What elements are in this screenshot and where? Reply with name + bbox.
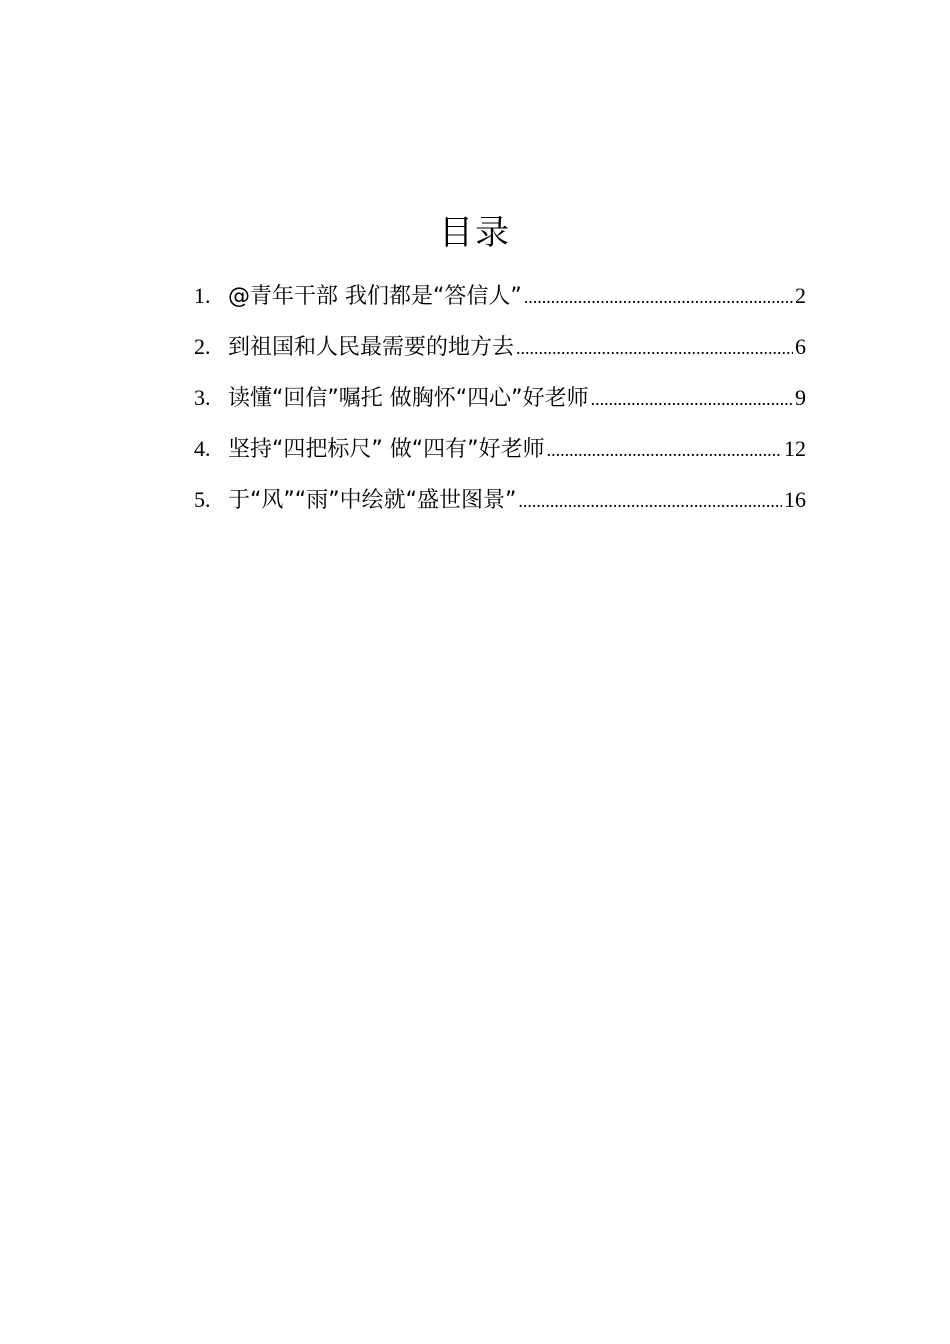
toc-entry-page: 16 [784, 487, 806, 512]
toc-dot-leader [516, 328, 793, 368]
toc-entry-title[interactable]: @青年干部 我们都是“答信人” [228, 284, 522, 309]
toc-entry[interactable] [194, 429, 806, 480]
toc-entry-title[interactable]: 坚持“四把标尺” 做“四有”好老师 [228, 437, 545, 462]
toc-entry-number: 4. [194, 436, 211, 461]
toc-entry[interactable] [194, 276, 806, 327]
toc-title: 目录 [439, 213, 511, 253]
toc-entry-page: 2 [795, 283, 806, 308]
toc-entry-page: 12 [784, 436, 806, 461]
toc-entry[interactable] [194, 480, 806, 531]
toc-dot-leader [524, 277, 793, 317]
toc-entry-title[interactable]: 到祖国和人民最需要的地方去 [228, 335, 515, 360]
toc-entry-page: 9 [795, 385, 806, 410]
toc-entry-number: 5. [194, 487, 211, 512]
toc-dot-leader [591, 379, 793, 419]
toc-entry-title[interactable]: 于“风”“雨”中绘就“盛世图景” [228, 488, 517, 513]
toc-dot-leader [547, 430, 782, 470]
toc-entry-number: 2. [194, 334, 211, 359]
toc-entry-page: 6 [795, 334, 806, 359]
toc-dot-leader [518, 481, 782, 521]
toc-entry-number: 1. [194, 283, 211, 308]
toc-entry-number: 3. [194, 385, 211, 410]
toc-entry-title[interactable]: 读懂“回信”嘱托 做胸怀“四心”好老师 [228, 386, 589, 411]
toc-list [194, 276, 806, 531]
toc-entry[interactable] [194, 378, 806, 429]
toc-entry[interactable] [194, 327, 806, 378]
